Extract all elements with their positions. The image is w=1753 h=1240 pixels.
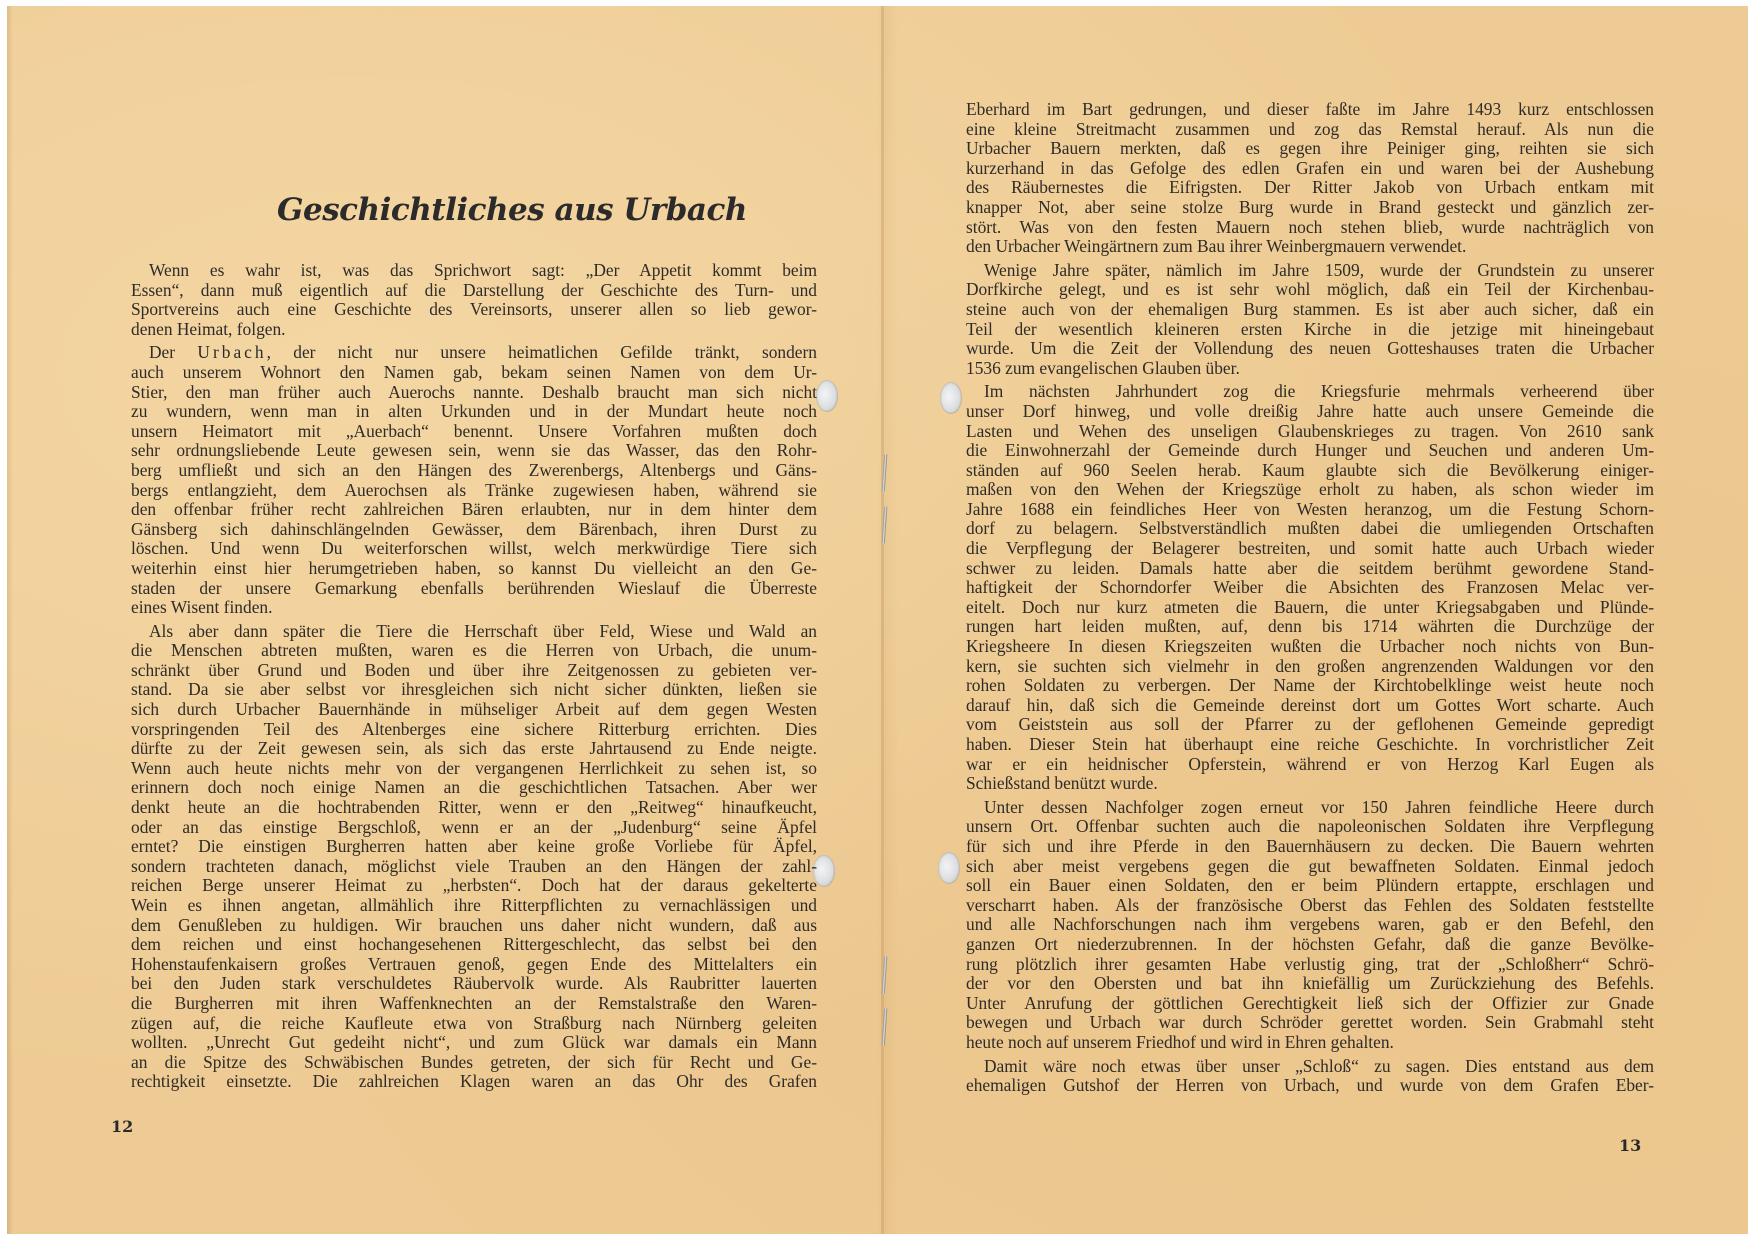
text-line: rohen Soldaten zu verbergen. Der Name der Kirchtobelklinge weist heute noch — [966, 675, 1654, 696]
text-line: Unter dessen Nachfolger zogen erneut vor 150 Jahren feindliche Heere durch — [984, 796, 1654, 817]
text-line: sehr ordnungsliebende Leute gewesen sein, wenn sie das Wasser, das den Rohr- — [131, 440, 817, 461]
text-line: maßen von den Wehen der Kriegszüge erholt zu haben, als schon wieder im — [966, 479, 1654, 500]
text-line: den Urbacher Weingärtnern zum Bau ihrer Weinbergmauern verwendet. — [966, 236, 1467, 257]
text-line: zügen auf, die reiche Kaufleute etwa von Straßburg nach Nürnberg geleiten — [131, 1012, 817, 1033]
paragraph — [966, 798, 1654, 1053]
text-line: Kriegsheere In diesen Kriegszeiten wußten die Urbacher noch nichts von Bun- — [966, 636, 1654, 657]
text-line: Damit wäre noch etwas über unser „Schloß“ zu sagen. Dies entstand aus dem — [984, 1055, 1654, 1076]
text-line: ganzen Ort niederzubrennen. In der höchsten Gefahr, daß die ganze Bevölke- — [966, 933, 1654, 954]
paragraph — [131, 261, 817, 339]
text-line: stand. Da sie aber selbst vor ihresgleichen sich nicht sicher dünkten, ließen sie — [131, 679, 817, 700]
text-line: denen Heimat, folgen. — [131, 318, 286, 339]
text-line: dürfte zu der Zeit gewesen sein, als sich das erste Jahrtausend zu Ende neigte. — [131, 738, 817, 759]
spaced-name: Urbach — [197, 342, 267, 363]
text-line: sondern trachteten danach, möglichst viele Trauben an den Hängen der zahl- — [131, 855, 817, 876]
text-line: erntet? Die einstigen Burgherren hatten aber keine große Vorliebe für Äpfel, — [131, 836, 817, 857]
page-left — [7, 6, 883, 1234]
text-line: löschen. Und wenn Du weiterforschen willst, welch merkwürdige Tiere sich — [131, 538, 817, 559]
text-line: verscharrt haben. Als der französische Oberst das Fehlen des Soldaten feststellte — [966, 894, 1654, 915]
text-line: kern, sie suchten sich vielmehr in den großen angrenzenden Waldungen vor den — [966, 655, 1654, 676]
text-line: Wenn es wahr ist, was das Sprichwort sagt: „Der Appetit kommt beim — [149, 260, 817, 280]
text-line: rechtigkeit einsetzte. Die zahlreichen Klagen waren an das Ohr des Grafen — [131, 1071, 817, 1092]
text-line: stört. Was von den festen Mauern noch stehen blieb, wurde nachträglich von — [966, 216, 1654, 237]
text-line: dorf zu belagern. Selbstverständlich mußten dabei die umliegenden Ortschaften — [966, 518, 1654, 539]
text-line: bei den Juden stark verschuldetes Räubervolk wurde. Als Raubritter lauerten — [131, 973, 817, 994]
text-line: Eberhard im Bart gedrungen, und dieser faßte im Jahre 1493 kurz entschlossen — [966, 99, 1654, 119]
paragraph — [966, 1057, 1654, 1096]
text-column-right — [966, 100, 1654, 1100]
text-line: Wenige Jahre später, nämlich im Jahre 1509, wurde der Grundstein zu unserer — [984, 259, 1654, 280]
text-column-left — [131, 261, 817, 1096]
text-line: bewegen und Urbach war durch Schröder gerettet worden. Sein Grabmahl steht — [966, 1012, 1654, 1033]
text-line: Stier, den man früher auch Auerochs nannte. Deshalb braucht man sich nicht — [131, 381, 817, 402]
text-line: wollten. „Unrecht Gut gedeiht nicht“, und zum Glück war damals ein Mann — [131, 1032, 817, 1053]
text-line: der vor den Obersten und bat ihn kniefällig um Zurückziehung des Befehls. — [966, 973, 1654, 994]
text-line: unsern Ort. Offenbar suchten auch die napoleonischen Soldaten ihre Verpflegung — [966, 816, 1654, 837]
text-line: unser Dorf hinweg, und volle dreißig Jahre hatte auch unsere Gemeinde die — [966, 400, 1654, 421]
text-line: war er ein heidnischer Opferstein, während er von Herzog Karl Eugen als — [966, 753, 1654, 774]
text-line: Lasten und Wehen des unseligen Glaubenskrieges zu tragen. Von 2610 sank — [966, 420, 1654, 441]
text-line: Sportvereins auch eine Geschichte des Vereinsorts, unserer allen so lieb gewor- — [131, 299, 817, 320]
text-line: bergs entlangzieht, dem Auerochsen als Tränke zugewiesen haben, während sie — [131, 479, 817, 500]
paragraph — [131, 622, 817, 1092]
text-line: des Räubernestes die Eifrigsten. Der Ritter Jakob von Urbach entkam mit — [966, 177, 1654, 198]
text-line: eines Wisent finden. — [131, 597, 273, 618]
text-line: Urbacher Bauern merkten, daß es gegen ihre Peiniger ging, reihten sie sich — [966, 138, 1654, 159]
text-line: kurzerhand in das Gefolge des edlen Grafen ein und waren bei der Aushebung — [966, 157, 1654, 178]
page-number-left: 12 — [111, 1117, 134, 1136]
text-line: Jahre 1688 ein feindliches Heer von Westen heranzog, um die Festung Schorn- — [966, 498, 1654, 519]
text-line: den offenbar früher recht zahlreichen Bären erlaubten, nur in dem hinter dem — [131, 499, 817, 520]
text-line: Essen“, dann muß eigentlich auf die Darstellung der Geschichte des Turn- und — [131, 279, 817, 300]
text-line: haftigkeit der Schorndorfer Weiber die Absichten des Franzosen Melac ver- — [966, 577, 1654, 598]
text-line: eitelt. Doch nur kurz atmeten die Bauern, die unter Kriegsabgaben und Plünde- — [966, 596, 1654, 617]
text-line: dem Genußleben zu huldigen. Wir brauchen uns daher nicht wundern, daß aus — [131, 914, 817, 935]
text-line: die Einwohnerzahl der Gemeinde durch Hunger und Seuchen und anderen Um- — [966, 440, 1654, 461]
text-line: Schießstand benützt wurde. — [966, 773, 1158, 794]
text-line: haben. Dieser Stein hat überhaupt eine reiche Geschichte. In vorchristlicher Zeit — [966, 734, 1654, 754]
text-line: sich durch Urbacher Bauernhände in mühseliger Arbeit auf dem gegen Westen — [131, 699, 817, 720]
text-line: Hohenstaufenkaisern großes Vertrauen genoß, gegen Ende des Mittelalters ein — [131, 953, 817, 974]
text-line: Unter Anrufung der göttlichen Gerechtigkeit ließ sich der Offizier zur Gnade — [966, 992, 1654, 1013]
page-number-right: 13 — [1619, 1136, 1642, 1155]
text-line: 1536 zum evangelischen Glauben über. — [966, 357, 1240, 378]
paragraph — [966, 261, 1654, 379]
text-line: schwer zu leiden. Damals hatte aber die seitdem berühmt gewordene Stand- — [966, 557, 1654, 578]
text-line: rung plötzlich ihrer gesamten Habe verlustig ging, trat der „Schloßherr“ Schrö- — [966, 953, 1654, 974]
text-fragment: , der nicht nur unsere heimatlichen Gefilde tränkt, sondern — [266, 342, 818, 363]
page-right — [883, 6, 1748, 1234]
text-line: Dorfkirche gelegt, und es ist sehr wohl möglich, daß ein Teil der Kirchenbau- — [966, 279, 1654, 300]
text-line: berg umfließt und sich an den Hängen des Zwerenbergs, Altenbergs und Gäns- — [131, 459, 817, 480]
text-line: knapper Not, aber seine stolze Burg wurde in Brand gesteckt und gänzlich zer- — [966, 196, 1654, 217]
text-line: darauf hin, daß sich die Gemeinde dereinst dort um Gottes Wort scharte. Auch — [966, 694, 1654, 715]
text-line: dem reichen und einst hochangesehenen Rittergeschlecht, das selbst bei den — [131, 934, 817, 955]
booklet-spread — [7, 6, 1748, 1234]
text-line: zu wundern, wenn man in alten Urkunden und in der Mundart heute noch — [131, 401, 817, 422]
text-line: auch unserem Wohnort den Namen gab, bekam seinen Namen von dem Ur- — [131, 361, 817, 382]
text-line: Gänsberg sich dahinschlängelnden Gewässer, dem Bärenbach, ihren Durst zu — [131, 518, 817, 539]
text-line: weiterhin einst hier herumgetrieben haben, so kannst Du vielleicht an den Ge- — [131, 557, 817, 578]
text-line: an die Spitze des Schwäbischen Bundes getreten, der sich für Recht und Ge- — [131, 1051, 817, 1072]
text-line: Wein es ihnen angetan, allmählich ihre Ritterpflichten zu vernachlässigen und — [131, 895, 817, 915]
text-line: für sich und ihre Pferde in den Bauernhäusern zu decken. Die Bauern wehrten — [966, 835, 1654, 856]
paragraph — [966, 100, 1654, 257]
text-line: Als aber dann später die Tiere die Herrschaft über Feld, Wiese und Wald an — [149, 620, 817, 641]
article-title: Geschichtliches aus Urbach — [277, 192, 747, 228]
text-line: reichen Berge unserer Heimat zu „herbsten“. Doch hat der daraus gekelterte — [131, 875, 817, 896]
text-line: die Burgherren mit ihren Waffenknechten an der Remstalstraße den Waren- — [131, 992, 817, 1013]
text-line: unsern Heimatort mit „Auerbach“ benennt. Unsere Vorfahren mußten doch — [131, 420, 817, 441]
text-line: wurde. Um die Zeit der Vollendung des neuen Gotteshauses traten die Urbacher — [966, 338, 1654, 359]
text-line: erinnern doch noch einige Namen an die geschichtlichen Tatsachen. Aber wer — [131, 777, 817, 798]
text-line: die Verpflegung der Belagerer bestreiten, und somit hatte auch Urbach wieder — [966, 538, 1654, 559]
text-line: staden der unsere Gemarkung ebenfalls berührenden Wieslauf die Überreste — [131, 577, 817, 598]
text-line — [131, 343, 817, 363]
text-line: oder an das einstige Bergschloß, wenn er an der „Judenburg“ seine Äpfel — [131, 816, 817, 837]
text-line: rungen hart leiden mußten, auf, denn bis 1714 währten die Durchzüge der — [966, 616, 1654, 637]
text-line: ständen auf 960 Seelen herab. Kaum glaubte sich die Bevölkerung einiger- — [966, 459, 1654, 480]
text-line: steine auch von der ehemaligen Burg stammen. Es ist aber auch sicher, daß ein — [966, 298, 1654, 319]
text-line: Teil der wesentlich kleineren ersten Kirche in die jetzige mit hineingebaut — [966, 318, 1654, 339]
text-line: vorspringenden Teil des Altenberges eine sichere Ritterburg errichten. Dies — [131, 718, 817, 739]
text-line: heute noch auf unserem Friedhof und wird in Ehren gehalten. — [966, 1031, 1394, 1052]
text-line: vom Geiststein aus soll der Pfarrer zu der geflohenen Gemeinde gepredigt — [966, 714, 1654, 735]
text-line: soll ein Bauer einen Soldaten, den er beim Plündern ertappte, erschlagen und — [966, 875, 1654, 896]
text-line: und alle Nachforschungen nach ihm vergebens waren, gab er den Befehl, den — [966, 914, 1654, 935]
text-fragment: Der — [149, 342, 198, 363]
paragraph — [131, 343, 817, 617]
text-line: Wenn auch heute nichts mehr von der vergangenen Herrlichkeit zu sehen ist, so — [131, 757, 817, 778]
text-line: ehemaligen Gutshof der Herren von Urbach, und wurde von dem Grafen Eber- — [966, 1075, 1654, 1096]
text-line: Im nächsten Jahrhundert zog die Kriegsfurie mehrmals verheerend über — [984, 381, 1654, 402]
text-line: sich aber meist vergebens gegen die gut bewaffneten Soldaten. Einmal jedoch — [966, 855, 1654, 876]
text-line: denkt heute an die hochtrabenden Ritter, wenn er den „Reitweg“ hinaufkeucht, — [131, 797, 817, 818]
text-line: die Menschen abtreten mußten, waren es die Herren von Urbach, die unum- — [131, 640, 817, 661]
text-line: schränkt über Grund und Boden und über ihre Zeitgenossen zu gebieten ver- — [131, 659, 817, 680]
paragraph — [966, 382, 1654, 793]
text-line: eine kleine Streitmacht zusammen und zog das Remstal herauf. Als nun die — [966, 118, 1654, 139]
